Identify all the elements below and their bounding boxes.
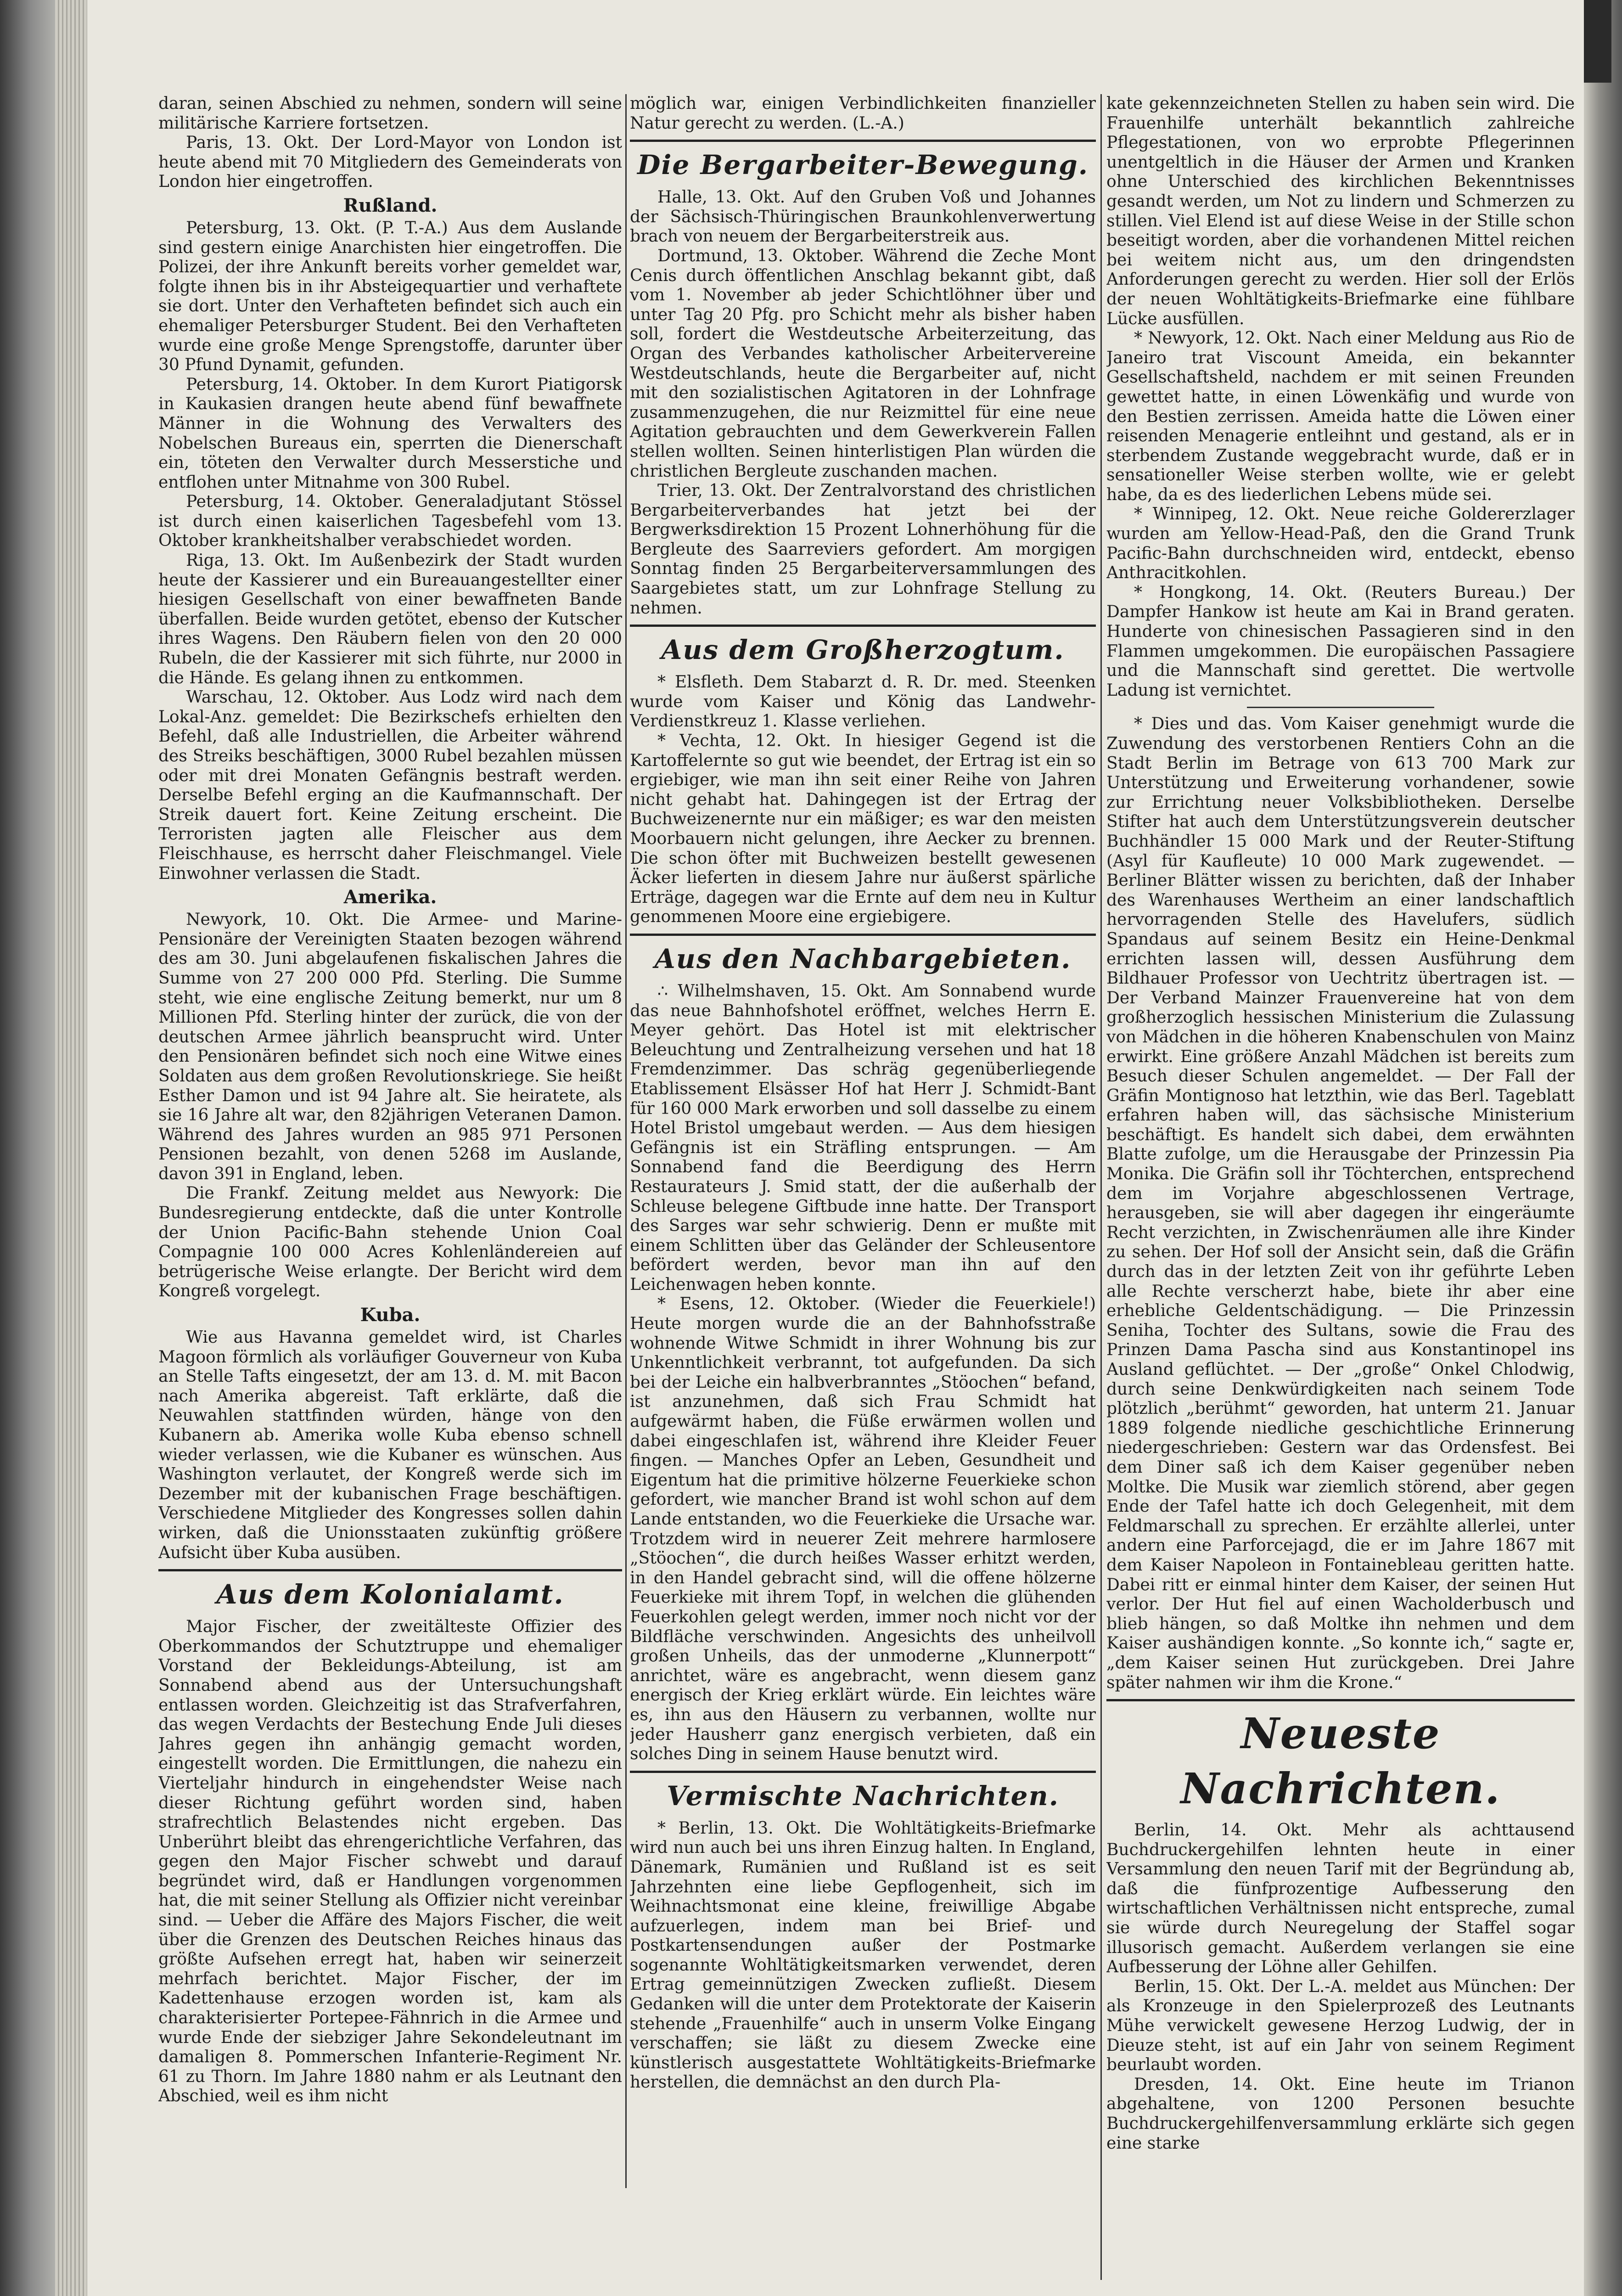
column-rule-1 [625, 94, 627, 2188]
article-trier: Trier, 13. Okt. Der Zentralvorstand des christlichen Bergarbeiterverbandes hat jetzt bei der Bergwerksdirektion 15 Prozent Lohnerhöhung für die Bergleute des Saarreviers gefordert. Am morgigen Sonntag finden 25 Bergarbeiterversammlungen des Saargebietes statt, um zur Lohnfrage Stellung zu nehmen. [630, 481, 1096, 618]
corner-shadow [1584, 0, 1611, 83]
article-newyork: Newyork, 10. Okt. Die Armee- und Marine-Pensionäre der Vereinigten Staaten bezogen während des am 30. Juni abgelaufenen fiskalischen Jahres die Summe von 27 200 000 Pfd. Sterling. Die Summe steht, wie eine englische Zeitung bemerkt, nur um 8 Millionen Pfd. Sterling hinter der zurück, die von der deutschen Armee jährlich beansprucht wird. Unter den Pensionären befindet sich noch eine Witwe eines Soldaten aus dem großen Revolutionskriege. Sie heißt Esther Damon und ist 94 Jahre alt. Sie heiratete, als sie 16 Jahre alt war, den 82jährigen Veteranen Damon. Während des Jahres wurden an 985 971 Personen Pensionen bezahlt, von denen 5268 im Auslande, davon 391 in England, leben. [158, 910, 622, 1183]
subheading-russland: Rußland. [343, 194, 438, 216]
article-berlin-buchdrucker: Berlin, 14. Okt. Mehr als achttausend Buchdruckergehilfen lehnten heute in einer Versammlung den neuen Tarif mit der Begründung ab, daß die fünfprozentige Aufbesserung den wirtschaftlichen Verhältnissen nicht entspreche, zumal sie würde durch Neuregelung der Staffel sogar illusorisch gemacht. Außerdem verlangen sie eine Aufbesserung der Löhne aller Gehilfen. [1106, 1821, 1575, 1977]
article-major-fischer: Major Fischer, der zweitälteste Offizier des Oberkommandos der Schutztruppe und ehemaliger Vorstand der Bekleidungs-Abteilung, ist am Sonnabend abend aus der Untersuchungshaft entlassen worden. Gleichzeitig ist das Strafverfahren, das wegen Verdachts der Bestechung Ende Juli dieses Jahres gegen ihn anhängig gemacht worden, eingestellt worden. Die Ermittlungen, die nahezu ein Vierteljahr hindurch in eingehendster Weise nach dieser Richtung geführt worden sind, haben strafrechtlich Belastendes nicht ergeben. Das Unberührt bleibt das ehrengerichtliche Verfahren, das gegen den Major Fischer schwebt und darauf begründet wird, daß er Handlungen vorgenommen hat, die mit seiner Stellung als Offizier nicht vereinbar sind. — Ueber die Affäre des Majors Fischer, die weit über die Grenzen des Deutschen Reiches hinaus das größte Aufsehen erregt hat, haben wir seinerzeit mehrfach berichtet. Major Fischer, der im Kadettenhause erzogen worden ist, kam als charakterisierter Portepee-Fähnrich in die Armee und wurde Ende der siebziger Jahre Sekondeleutnant im damaligen 8. Pommerschen Infanterie-Regiment Nr. 61 zu Thorn. Im Jahre 1880 nahm er als Leutnant den Abschied, weil es ihm nicht [158, 1617, 622, 2106]
section-heading-grossherzogtum: Aus dem Großherzogtum. [661, 634, 1065, 666]
right-page-edge [1584, 0, 1622, 2296]
article-petersburg-3: Petersburg, 14. Oktober. Generaladjutant Stössel ist durch einen kaiserlichen Tagesbefehl vom 13. Oktober krankheitshalber verabschiedet worden. [158, 492, 622, 551]
column-2 [630, 94, 1096, 2252]
subheading-kuba: Kuba. [360, 1304, 421, 1326]
page-stack-edges [55, 0, 87, 2296]
article-berlin-muenchen: Berlin, 15. Okt. Der L.-A. meldet aus München: Der als Kronzeuge in den Spielerprozeß des Leutnants Mühe verwickelt gewesene Herzog Ludwig, der in Dieuze steht, ist auf ein Jahr von seinem Regiment beurlaubt worden. [1106, 1977, 1575, 2075]
article-berlin-briefmarke: * Berlin, 13. Okt. Die Wohltätigkeits-Briefmarke wird nun auch bei uns ihren Einzug halten. In England, Dänemark, Rumänien und Rußland ist es seit Jahrzehnten eine liebe Gepflogenheit, sich im Weihnachtsmonat eine kleine, freiwillige Abgabe aufzuerlegen, indem man bei Brief- und Postkartensendungen außer der Postmarke sogenannte Wohltätigkeitsmarken verwendet, deren Ertrag gemeinnützigen Zwecken zufließt. Diesem Gedanken will die unter dem Protektorate der Kaiserin stehende „Frauenhilfe“ auch in unserm Volke Eingang verschaffen; sie läßt zu diesem Zwecke eine künstlerisch ausgestattete Wohltätigkeits-Briefmarke herstellen, die demnächst an den durch Pla- [630, 1818, 1096, 2092]
section-divider [630, 625, 1096, 627]
section-divider [630, 1771, 1096, 1773]
article-dresden: Dresden, 14. Okt. Eine heute im Trianon abgehaltene, von 1200 Personen besuchte Buchdruckergehilfenversammlung erklärte sich gegen eine starke [1106, 2075, 1575, 2153]
section-heading-neueste: Neueste Nachrichten. [1180, 1709, 1501, 1814]
article-esens: * Esens, 12. Oktober. (Wieder die Feuerkiele!) Heute morgen wurde die an der Bahnhofsstraße wohnende Witwe Schmidt in ihrer Wohnung bis zur Unkenntlichkeit verbrannt, tot aufgefunden. Da sich bei der Leiche ein halbverbranntes „Stöochen“ befand, ist anzunehmen, daß sich Frau Schmidt hat aufgewärmt haben, die Füße erwärmen wollen und dabei eingeschlafen ist, während ihre Kleider Feuer fingen. — Manches Opfer an Leben, Gesundheit und Eigentum hat die primitive hölzerne Feuerkieke schon gefordert, wie mancher Brand ist wohl schon auf dem Lande entstanden, wo die Feuerkieke die Ursache war. Trotzdem wird in neuerer Zeit mehrere harmlosere „Stöochen“, die durch heißes Wasser erhitzt werden, in den Handel gebracht sind, will die offene hölzerne Feuerkieke mit ihrem Topf, in welchen die glühenden Feuerkohlen gelegt werden, immer noch nicht vor der Bildfläche verschwinden. Angesichts des unheilvoll großen Unheils, das der unmoderne „Klunnerpott“ anrichtet, wäre es angebracht, wenn diesem ganz energisch der Krieg erklärt würde. Ein leichtes wäre es, ihn aus den Häusern zu verbannen, wollte nur jeder Hausherr ganz energisch verbieten, daß ein solches Ding in seinem Hause benutzt wird. [630, 1294, 1096, 1764]
article-halle: Halle, 13. Okt. Auf den Gruben Voß und Johannes der Sächsisch-Thüringischen Braunkohlenverwertung brach von neuem der Bergarbeiterstreik aus. [630, 188, 1096, 246]
section-divider [630, 140, 1096, 142]
subheading-amerika: Amerika. [343, 886, 437, 908]
article-text: möglich war, einigen Verbindlichkeiten finanzieller Natur gerecht zu werden. (L.-A.) [630, 94, 1096, 133]
article-winnipeg: * Winnipeg, 12. Okt. Neue reiche Goldererzlager wurden am Yellow-Head-Paß, den die Grand Trunk Pacific-Bahn durchschneiden wird, entdeckt, ebenso Anthracitkohlen. [1106, 505, 1575, 583]
article-elsfleth: * Elsfleth. Dem Stabarzt d. R. Dr. med. Steenken wurde vom Kaiser und König das Landwehr-Verdienstkreuz 1. Klasse verliehen. [630, 673, 1096, 731]
section-heading-vermischte: Vermischte Nachrichten. [667, 1780, 1059, 1812]
column-rule-2 [1100, 94, 1102, 2280]
article-frankf-zeitung: Die Frankf. Zeitung meldet aus Newyork: Die Bundesregierung entdeckte, daß die unter Kontrolle der Union Pacific-Bahn stehende Union Coal Compagnie 100 000 Acres Kohlenländereien auf betrügerische Weise erlangte. Der Bericht wird dem Kongreß vorgelegt. [158, 1184, 622, 1301]
article-text: daran, seinen Abschied zu nehmen, sondern will seine militärische Karriere fortsetzen. [158, 94, 622, 133]
column-1 [158, 94, 622, 2188]
article-text: kate gekennzeichneten Stellen zu haben sein wird. Die Frauenhilfe unterhält bekanntlich zahlreiche Pflegestationen, von wo erprobte Pflegerinnen unentgeltlich in die Häuser der Armen und Kranken ohne Unterschied des kirchlichen Bekenntnisses gesandt werden, um Not zu lindern und Schmerzen zu stillen. Viel Elend ist auf diese Weise in der Stille schon beseitigt worden, aber die vorhandenen Mittel reichen bei weitem nicht aus, um den dringendsten Anforderungen gerecht zu werden. Hier soll der Erlös der neuen Wohltätigkeits-Briefmarke eine fühlbare Lücke ausfüllen. [1106, 94, 1575, 328]
article-vechta: * Vechta, 12. Okt. In hiesiger Gegend ist die Kartoffelernte so gut wie beendet, der Ertrag ist ein so ergiebiger, wie man ihn seit einer Reihe von Jahren nicht gehabt hat. Dahingegen ist der Ertrag der Buchweizenernte nur ein mäßiger; es war den meisten Moorbauern nicht gelungen, ihre Aecker zu brennen. Die schon öfter mit Buchweizen bestellt gewesenen Äcker lieferten in diesem Jahre nur äußerst spärliche Erträge, dagegen war die Ernte auf dem neu in Kultur genommenen Moore eine ergiebigere. [630, 732, 1096, 927]
article-wilhelmshaven: ∴ Wilhelmshaven, 15. Okt. Am Sonnabend wurde das neue Bahnhofshotel eröffnet, welches Herrn E. Meyer gehört. Das Hotel ist mit elektrischer Beleuchtung und Zentralheizung versehen und hat 18 Fremdenzimmer. Das schräg gegenüberliegende Etablissement Elsässer Hof hat Herr J. Schmidt-Bant für 160 000 Mark erworben und soll dasselbe zu einem Hotel Bristol umgebaut werden. — Aus dem hiesigen Gefängnis ist ein Sträfling entsprungen. — Am Sonnabend fand die Beerdigung des Herrn Restaurateurs J. Smid statt, der die außerhalb der Schleuse belegene Giftbude inne hatte. Der Transport des Sarges war sehr schwierig. Denn er mußte mit einem Schlitten über das Geländer der Schleusentore befördert werden, bevor man ihn auf den Leichenwagen heben konnte. [630, 981, 1096, 1294]
section-heading-nachbargebiete: Aus den Nachbargebieten. [654, 943, 1072, 974]
section-heading-bergarbeiter: Die Bergarbeiter-Bewegung. [637, 149, 1089, 181]
article-havanna: Wie aus Havanna gemeldet wird, ist Charles Magoon förmlich als vorläufiger Gouverneur von Kuba an Stelle Tafts eingesetzt, der am 13. d. M. mit Bacon nach Amerika abgereist. Taft erklärte, daß die Neuwahlen stattfinden würden, hänge von den Kubanern ab. Amerika wolle Kuba ebenso schnell wieder verlassen, wie die Kubaner es wünschen. Aus Washington verlautet, der Kongreß werde sich im Dezember mit der kubanischen Frage beschäftigen. Verschiedene Mitglieder des Kongresses sollen dahin wirken, daß die Unionsstaaten zukünftig größere Aufsicht über Kuba ausüben. [158, 1328, 622, 1562]
section-divider [158, 1569, 622, 1571]
section-heading-kolonialamt: Aus dem Kolonialamt. [216, 1579, 564, 1610]
article-petersburg-2: Petersburg, 14. Oktober. In dem Kurort Piatigorsk in Kaukasien drangen heute abend fünf bewaffnete Männer in die Wohnung des Verwalters des Nobelschen Bureaus ein, sperrten die Dienerschaft ein, töteten den Verwalter durch Messerstiche und entflohen unter Mitnahme von 300 Rubel. [158, 375, 622, 492]
article-warschau: Warschau, 12. Oktober. Aus Lodz wird nach dem Lokal-Anz. gemeldet: Die Bezirkschefs erhielten den Befehl, daß alle Industriellen, die Arbeiter während des Streiks beschäftigen, 3000 Rubel bezahlen müssen oder mit drei Monaten Gefängnis bestraft werden. Derselbe Befehl erging an die Kaufmannschaft. Der Streik dauert fort. Keine Zeitung erscheint. Die Terroristen jagten alle Fleischer aus dem Fleischhause, es herrscht daher Fleischmangel. Viele Einwohner verlassen die Stadt. [158, 688, 622, 883]
column-3 [1106, 94, 1575, 2252]
article-hongkong: * Hongkong, 14. Okt. (Reuters Bureau.) Der Dampfer Hankow ist heute am Kai in Brand geraten. Hunderte von chinesischen Passagieren sind in den Flammen umgekommen. Die europäischen Passagiere und die Mannschaft sind gerettet. Die wertvolle Ladung ist vernichtet. [1106, 583, 1575, 700]
article-newyork-loewen: * Newyork, 12. Okt. Nach einer Meldung aus Rio de Janeiro trat Viscount Ameida, ein bekannter Gesellschaftsheld, nachdem er mit seinen Freunden gewettet hatte, in einen Löwenkäfig und wurde von den Bestien zerrissen. Ameida hatte die Löwen einer reisenden Menagerie entleihnt und gestand, als er in sterbendem Zustande weggebracht wurde, daß er in sensationeller Weise sterben wollte, wie er gelebt habe, da es des liederlichen Lebens müde sei. [1106, 329, 1575, 504]
article-dies-und-das: * Dies und das. Vom Kaiser genehmigt wurde die Zuwendung des verstorbenen Rentiers Cohn an die Stadt Berlin im Betrage von 613 700 Mark zur Unterstützung und Erweiterung vorhandener, sowie zur Errichtung neuer Volksbibliotheken. Derselbe Stifter hat auch dem Unterstützungsverein deutscher Buchhändler 15 000 Mark und der Reuter-Stiftung (Asyl für Kaufleute) 10 000 Mark zugewendet. — Berliner Blätter wissen zu berichten, daß der Inhaber des Warenhauses Wertheim an einer landschaftlich hervorragenden Stelle des Havelufers, südlich Spandaus auf seinem Besitz ein Heine-Denkmal errichten lassen will, dessen Ausführung dem Bildhauer Professor von Uechtritz übertragen ist. — Der Verband Mainzer Frauenvereine hat von dem großherzoglich hessischen Ministerium die Zulassung von Mädchen in die höheren Knabenschulen von Mainz erwirkt. Eine größere Anzahl Mädchen ist bereits zum Besuch dieser Schulen angemeldet. — Der Fall der Gräfin Montignoso hat letzthin, wie das Berl. Tageblatt erfahren haben will, das sächsische Ministerium beschäftigt. Es handelt sich dabei, dem erwähnten Blatte zufolge, um die Herausgabe der Prinzessin Pia Monika. Die Gräfin soll ihr Töchterchen, entsprechend dem im Vorjahre abgeschlossenen Vertrage, herausgeben, sie will aber dagegen ihr eingeräumte Recht verzichten, in Zwischenräumen alle ihre Kinder zu sehen. Der Hof soll der Ansicht sein, daß die Gräfin durch das in der letzten Zeit von ihr geführte Leben alle Rechte verscherzt habe, biete ihr aber eine erhebliche Geldentschädigung. — Die Prinzessin Seniha, Tochter des Sultans, sowie die Frau des Prinzen Dama Pascha sind aus Konstantinopel ins Ausland geflüchtet. — Der „große“ Onkel Chlodwig, durch seine Denkwürdigkeiten nach seinem Tode plötzlich „berühmt“ geworden, hat unterm 21. Januar 1889 folgende niedliche geschichtliche Erinnerung niedergeschrieben: Gestern war das Ordensfest. Bei dem Diner saß ich dem Kaiser gegenüber neben Moltke. Die Musik war ziemlich störend, aber gegen Ende der Tafel hatte ich doch Gelegenheit, mit dem Feldmarschall zu sprechen. Er erzählte allerlei, unter andern eine Parforcejagd, die er im Jahre 1867 mit dem Kaiser Napoleon in Fontainebleau geritten hatte. Dabei ritt er einmal hinter dem Kaiser, der seinen Hut verlor. Der Hut fiel auf einen Wacholderbusch und blieb hängen, so daß Moltke ihn nehmen und dem Kaiser aushändigen konnte. „So konnte ich,“ sagte er, „dem Kaiser seinen Hut zurückgeben. Drei Jahre später nahmen wir ihm die Krone.“ [1106, 715, 1575, 1692]
article-dortmund: Dortmund, 13. Oktober. Während die Zeche Mont Cenis durch öffentlichen Anschlag bekannt gibt, daß vom 1. November ab jeder Schichtlöhner über und unter Tag 20 Pfg. pro Schicht mehr als bisher haben soll, fordert die Westdeutsche Arbeiterzeitung, das Organ des Verbandes katholischer Arbeitervereine Westdeutschlands, heute die Bergarbeiter auf, nicht mit den sozialistischen Agitatoren in der Lohnfrage zusammenzugehen, die nur Reizmittel für eine neue Agitation gebrauchten und dem Gewerkverein Fallen stellen wollten. Seinen hinterlistigen Plan würden die christlichen Bergleute zuschanden machen. [630, 246, 1096, 481]
article-petersburg-1: Petersburg, 13. Okt. (P. T.-A.) Aus dem Auslande sind gestern einige Anarchisten hier eingetroffen. Die Polizei, der ihre Ankunft bereits vorher gemeldet war, folgte ihnen bis in ihr Absteigequartier und verhaftete sie dort. Unter den Verhafteten befindet sich auch ein ehemaliger Petersburger Student. Bei den Verhafteten wurde eine große Menge Sprengstoffe, darunter über 30 Pfund Dynamit, gefunden. [158, 218, 622, 375]
short-divider [1247, 707, 1434, 708]
article-paris: Paris, 13. Okt. Der Lord-Mayor von London ist heute abend mit 70 Mitgliedern des Gemeinderats von London hier eingetroffen. [158, 133, 622, 191]
section-divider [630, 934, 1096, 936]
section-divider [1106, 1699, 1575, 1701]
article-riga: Riga, 13. Okt. Im Außenbezirk der Stadt wurden heute der Kassierer und ein Bureauangestellter einer hiesigen Gesellschaft von einer bewaffneten Bande überfallen. Beide wurden getötet, ebenso der Kutscher ihres Wagens. Den Räubern fielen von den 20 000 Rubeln, die der Kassierer mit sich führte, nur 2000 in die Hände. Es gelang ihnen zu entkommen. [158, 551, 622, 687]
